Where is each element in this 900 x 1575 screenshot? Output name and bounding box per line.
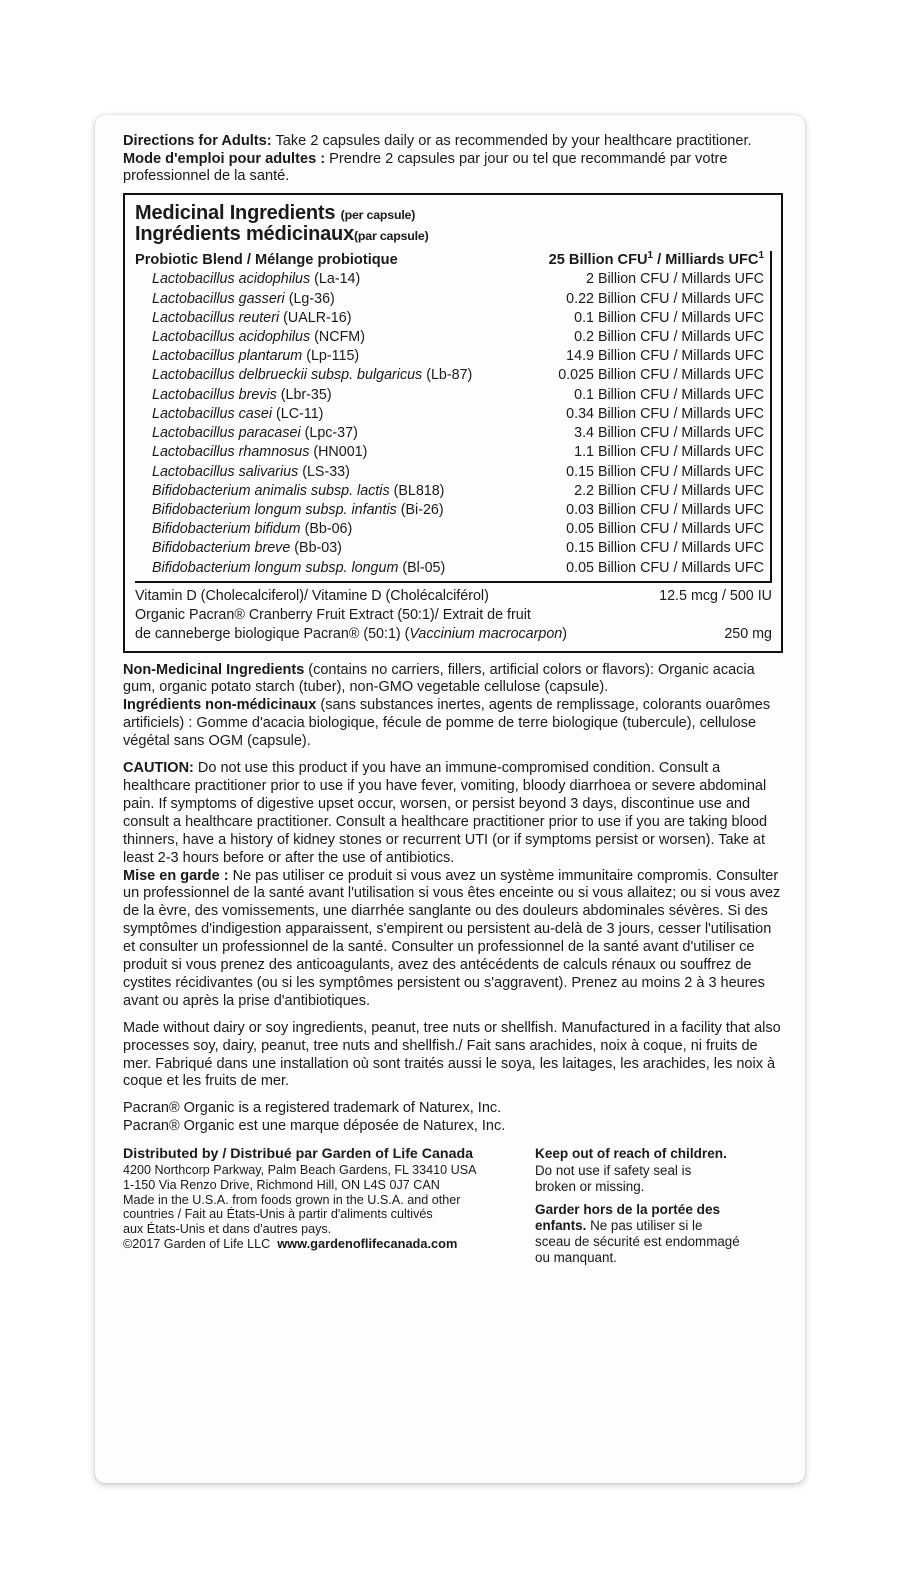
strain-row [135, 386, 764, 405]
distributor-address-line-1: 4200 Northcorp Parkway, Palm Beach Gardens, FL 33410 USA [123, 1163, 477, 1178]
directions-block [123, 133, 783, 186]
copyright-text: ©2017 Garden of Life LLC [123, 1236, 271, 1251]
medicinal-title-english [135, 202, 772, 224]
strain-amount: 0.22 Billion CFU / Millards UFC [566, 290, 764, 307]
allergen-statement: Made without dairy or soy ingredients, peanut, tree nuts or shellfish. Manufactured in a facility that also processes soy, dairy, peanut, tree nuts and shellfish./ Fait sans arachides, noix à coque, ni fruits de mer. Fabriqué dans une installation où sont traités aussi le soya, les laitages, les arachides, les noix à coque et les fruits de mer. [123, 1019, 781, 1090]
keep-out-french-heading-2: enfants. [535, 1217, 587, 1233]
strain-name [135, 386, 332, 405]
medicinal-title-fr-main: Ingrédients médicinaux [135, 223, 354, 246]
strain-name [135, 290, 335, 309]
keep-out-english-heading: Keep out of reach of children. [535, 1146, 727, 1162]
distributor-address-line-2: 1-150 Via Renzo Drive, Richmond Hill, ON L4S 0J7 CAN [123, 1177, 440, 1192]
footer-warning-column [535, 1146, 783, 1266]
strain-species: Lactobacillus casei [152, 405, 273, 422]
medicinal-title-en-main: Medicinal Ingredients [135, 201, 336, 224]
strain-amount: 0.1 Billion CFU / Millards UFC [574, 386, 764, 403]
supplement-facts-panel [95, 115, 805, 1483]
trademark-english: Pacran® Organic is a registered trademark of Naturex, Inc. [123, 1100, 502, 1117]
strain-row [135, 347, 764, 366]
strain-row [135, 270, 764, 289]
strain-species: Lactobacillus brevis [152, 386, 277, 403]
directions-english-text: Take 2 capsules daily or as recommended by your healthcare practitioner. [271, 133, 752, 149]
strain-amount: 0.15 Billion CFU / Millards UFC [566, 540, 764, 557]
strain-code: (Bb-03) [294, 540, 342, 557]
pacran-line-2 [135, 625, 567, 644]
trademark-french: Pacran® Organic est une marque déposée de Naturex, Inc. [123, 1118, 506, 1135]
directions-english [123, 133, 783, 151]
made-in-line-1: Made in the U.S.A. from foods grown in the U.S.A. and other [123, 1192, 461, 1207]
footer [123, 1146, 783, 1266]
pacran-line-1: Organic Pacran® Cranberry Fruit Extract (50:1)/ Extrait de fruit [135, 607, 531, 624]
caution-en-label: CAUTION: [123, 760, 194, 777]
medicinal-title-french [135, 223, 772, 245]
strain-amount: 0.05 Billion CFU / Millards UFC [566, 559, 764, 576]
strain-species: Lactobacillus salivarius [152, 463, 299, 480]
vitamin-d-row [135, 587, 772, 606]
strain-code: (Lpc-37) [304, 425, 358, 442]
strain-list-inner [135, 251, 771, 582]
strain-amount: 2.2 Billion CFU / Millards UFC [574, 482, 764, 499]
made-in-line-3: aux États-Unis et dans d'autres pays. [123, 1221, 332, 1236]
non-medicinal-fr-label: Ingrédients non-médicinaux [123, 697, 317, 714]
strain-name [135, 559, 445, 578]
strain-name [135, 347, 359, 366]
other-ingredients-block [135, 583, 772, 645]
strain-species: Bifidobacterium animalis subsp. lactis [152, 482, 390, 499]
strain-amount: 0.2 Billion CFU / Millards UFC [574, 329, 764, 346]
strain-species: Bifidobacterium breve [152, 540, 291, 557]
footer-distributor-column [123, 1146, 535, 1266]
medicinal-ingredients-table [123, 193, 783, 653]
strain-row [135, 482, 764, 501]
probiotic-blend-row [135, 251, 764, 271]
keep-out-english-line-2: broken or missing. [535, 1178, 645, 1194]
strain-rows-container [135, 270, 764, 578]
directions-english-label: Directions for Adults: [123, 133, 272, 149]
non-medicinal-english [123, 662, 783, 698]
strain-amount: 2 Billion CFU / Millards UFC [586, 271, 764, 288]
strain-code: (BL818) [393, 482, 445, 499]
strain-row [135, 290, 764, 309]
strain-row [135, 463, 764, 482]
strain-code: (Bl-05) [402, 559, 446, 576]
strain-species: Bifidobacterium bifidum [152, 521, 301, 538]
caution-french [123, 868, 783, 1011]
strain-species: Lactobacillus delbrueckii subsp. bulgaricus [152, 367, 423, 384]
strain-name [135, 520, 352, 539]
strain-amount: 0.025 Billion CFU / Millards UFC [558, 367, 764, 384]
strain-amount: 0.1 Billion CFU / Millards UFC [574, 309, 764, 326]
strain-row [135, 520, 764, 539]
keep-out-french-heading-1: Garder hors de la portée des [535, 1201, 721, 1217]
strain-species: Lactobacillus gasseri [152, 290, 285, 307]
caution-en-text: Do not use this product if you have an immune-compromised condition. Consult a healthcare practitioner prior to use if you have fever, vomiting, bloody diarrhoea or severe abdominal pain. If symptoms of digestive upset occur, worsen, or persist beyond 3 days, discontinue use and consult a healthcare practitioner. Consult a healthcare practitioner prior to use if you are taking blood thinners, have a history of kidney stones or recurrent UTI (or if symptoms persist or worsen). Take at least 2-3 hours before or after the use of antibiotics. [123, 760, 768, 866]
strain-row [135, 424, 764, 443]
strain-name [135, 270, 360, 289]
strain-name [135, 482, 444, 501]
strain-code: (Bi-26) [400, 502, 444, 518]
non-medicinal-fr-text: (sans substances inertes, agents de remplissage, colorants ouarômes artificiels) : Gomme d'acacia biologique, fécule de pomme de terre biologique (tubercule), cellulose végétal sans OGM (capsule). [123, 697, 771, 750]
pacran-amount: 250 mg [724, 626, 772, 643]
strain-row [135, 539, 764, 558]
strain-row [135, 443, 764, 462]
footer-warning-spacer [535, 1195, 783, 1202]
strain-code: (NCFM) [314, 329, 365, 346]
strain-species: Lactobacillus reuteri [152, 309, 280, 326]
strain-name [135, 405, 323, 424]
strain-amount: 0.15 Billion CFU / Millards UFC [566, 463, 764, 480]
strain-list-box [135, 251, 772, 583]
website-url[interactable]: www.gardenoflifecanada.com [277, 1235, 458, 1251]
distributor-heading: Distributed by / Distribué par Garden of Life Canada [123, 1146, 474, 1163]
strain-row [135, 405, 764, 424]
strain-code: (HN001) [313, 444, 368, 461]
strain-code: (Lg-36) [288, 290, 335, 307]
pacran-line-2-b: ) [562, 626, 568, 643]
keep-out-english-line-1: Do not use if safety seal is [535, 1162, 692, 1178]
strain-name [135, 309, 351, 328]
strain-name [135, 463, 350, 482]
strain-amount: 0.34 Billion CFU / Millards UFC [566, 405, 764, 422]
strain-name [135, 539, 342, 558]
strain-row [135, 501, 764, 520]
probiotic-blend-label: Probiotic Blend / Mélange probiotique [135, 251, 398, 268]
strain-name [135, 501, 444, 520]
footnote-marker-1: 1 [647, 249, 654, 261]
strain-species: Lactobacillus paracasei [152, 425, 301, 442]
strain-row [135, 366, 764, 385]
keep-out-french-line-2: sceau de sécurité est endommagé [535, 1234, 740, 1250]
strain-amount: 0.03 Billion CFU / Millards UFC [566, 502, 764, 518]
made-in-line-2: countries / Fait au États-Unis à partir d'aliments cultivés [123, 1207, 433, 1222]
keep-out-french-line-3: ou manquant. [535, 1250, 617, 1266]
strain-code: (UALR-16) [283, 309, 352, 326]
strain-code: (Lbr-35) [280, 386, 332, 403]
strain-species: Bifidobacterium longum subsp. infantis [152, 502, 397, 518]
strain-amount: 3.4 Billion CFU / Millards UFC [574, 425, 764, 442]
medicinal-title-fr-sub: (par capsule) [354, 229, 429, 244]
keep-out-french-text-1: Ne pas utiliser si le [586, 1217, 703, 1233]
strain-code: (Lp-115) [306, 348, 360, 365]
caution-english [123, 760, 783, 867]
non-medicinal-french [123, 697, 783, 751]
caution-fr-label: Mise en garde : [123, 867, 229, 884]
strain-name [135, 366, 472, 385]
vitamin-d-name: Vitamin D (Cholecalciferol)/ Vitamine D (Cholécalciférol) [135, 587, 489, 604]
blend-amount-en: 25 Billion CFU [548, 251, 648, 268]
strain-species: Lactobacillus acidophilus [152, 271, 311, 288]
pacran-botanical-name: Vaccinium macrocarpon [409, 626, 563, 643]
strain-amount: 14.9 Billion CFU / Millards UFC [566, 348, 764, 365]
strain-row [135, 559, 764, 578]
strain-row [135, 328, 764, 347]
caution-fr-text: Ne pas utiliser ce produit si vous avez un système immunitaire compromis. Consulter un professionnel de la santé avant l'utilisation si vous êtes enceinte ou si vous allaitez; ou si vous avez de la èvre, des vomissements, une diarrhée sanglante ou des douleurs abdominales sévères. Si des symptômes d'indigestion apparaissent, s'empirent ou persistent au-delà de 3 jours, cesser l'utilisation et consulter un professionnel de la santé. Consulter un professionnel de la santé avant d'utiliser ce produit si vous prenez des anticoagulants, avez des antécédents de calculs rénaux ou souffrez de cystites récidivantes (ou si les symptômes persistent ou s'aggravent). Prenez au moins 2 à 3 heures avant ou après la prise d'antibiotiques. [123, 867, 781, 1009]
strain-species: Lactobacillus rhamnosus [152, 444, 310, 461]
strain-name [135, 443, 367, 462]
strain-species: Lactobacillus acidophilus [152, 329, 311, 346]
strain-code: (LC-11) [276, 405, 324, 422]
non-medicinal-en-label: Non-Medicinal Ingredients [123, 661, 305, 678]
strain-amount: 1.1 Billion CFU / Millards UFC [574, 444, 764, 461]
directions-french-label: Mode d'emploi pour adultes : [123, 150, 326, 167]
strain-code: (Bb-06) [304, 521, 353, 538]
directions-french-text: Prendre 2 capsules par jour ou tel que recommandé par votre professionnel de la santé. [123, 150, 728, 185]
keep-out-french-line-1 [535, 1218, 783, 1234]
strain-code: (Lb-87) [426, 367, 473, 384]
pacran-row-2 [135, 625, 772, 644]
footnote-marker-2: 1 [758, 249, 764, 261]
non-medicinal-en-text: (contains no carriers, fillers, artificial colors or flavors): Organic acacia gum, organic potato starch (tuber), non-GMO vegetable cellulose (capsule). [123, 661, 755, 696]
pacran-line-2-a: de canneberge biologique Pacran® (50:1) ( [135, 626, 410, 643]
strain-name [135, 424, 358, 443]
medicinal-title-en-sub: (per capsule) [340, 207, 416, 222]
copyright-and-website [123, 1237, 523, 1252]
directions-french [123, 151, 783, 186]
strain-amount: 0.05 Billion CFU / Millards UFC [566, 521, 764, 538]
strain-species: Bifidobacterium longum subsp. longum [152, 559, 399, 576]
blend-amount-fr: / Milliards UFC [653, 251, 759, 268]
strain-row [135, 309, 764, 328]
strain-name [135, 328, 365, 347]
strain-species: Lactobacillus plantarum [152, 348, 303, 365]
vitamin-d-amount: 12.5 mcg / 500 IU [659, 587, 772, 604]
strain-code: (La-14) [314, 271, 361, 288]
probiotic-blend-amount [539, 251, 764, 271]
strain-code: (LS-33) [302, 463, 350, 480]
